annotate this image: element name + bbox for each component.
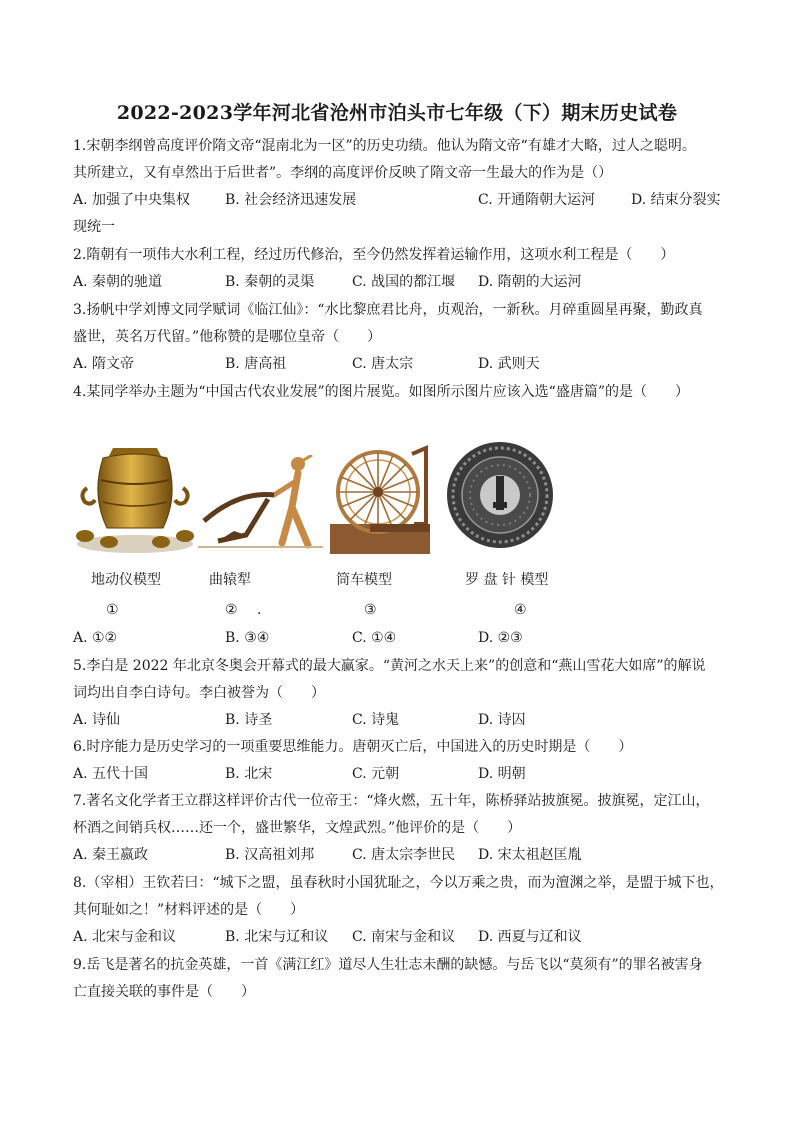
question-text-line: 其所建立，又有卓然出于后世者”。李纲的高度评价反映了隋文帝一生最大的作为是（） bbox=[73, 165, 613, 181]
plough-icon bbox=[198, 455, 328, 555]
question-3-options bbox=[73, 351, 733, 378]
option-d[interactable]: D. 宋太祖赵匡胤 bbox=[478, 847, 582, 863]
question-text-line: 盛世，英名万代留。”他称赞的是哪位皇帝（ ） bbox=[73, 329, 382, 345]
option-b[interactable]: B. ③④ bbox=[225, 630, 270, 646]
option-b[interactable]: B. 秦朝的灵渠 bbox=[225, 274, 315, 290]
option-c[interactable]: C. 唐太宗李世民 bbox=[352, 847, 456, 863]
option-c[interactable]: C. ①④ bbox=[352, 630, 397, 646]
question-text-line: 杯酒之间销兵权……还一个，盛世繁华，文煌武烈。”他评价的是（ ） bbox=[73, 820, 522, 836]
question-3 bbox=[73, 297, 723, 351]
option-a[interactable]: A. 诗仙 bbox=[73, 712, 121, 728]
seismograph-icon bbox=[73, 440, 198, 555]
option-d[interactable]: D. 西夏与辽和议 bbox=[478, 929, 582, 945]
option-d[interactable]: D. 明朝 bbox=[478, 766, 526, 782]
option-a[interactable]: A. 加强了中央集权 bbox=[73, 192, 191, 208]
question-4 bbox=[73, 379, 723, 406]
question-6-options bbox=[73, 761, 733, 788]
figure-number: ③ bbox=[364, 602, 377, 618]
question-text-line: 词均出自李白诗句。李白被誉为（ ） bbox=[73, 685, 325, 701]
waterwheel-icon bbox=[330, 440, 430, 555]
question-text-line: 2.隋朝有一项伟大水利工程，经过历代修治，至今仍然发挥着运输作用，这项水利工程是（ ） bbox=[73, 247, 675, 263]
option-b[interactable]: B. 汉高祖刘邦 bbox=[225, 847, 315, 863]
question-9 bbox=[73, 952, 723, 1006]
figure-caption: 曲辕犁 bbox=[209, 572, 251, 588]
question-text-line: 亡直接关联的事件是（ ） bbox=[73, 984, 255, 1000]
option-c[interactable]: C. 战国的都江堰 bbox=[352, 274, 456, 290]
question-text-line: 5.李白是 2022 年北京冬奥会开幕式的最大赢家。“黄河之水天上来”的创意和“燕山雪花大如席”的解说 bbox=[73, 658, 706, 674]
question-5-options bbox=[73, 707, 733, 734]
option-d-continuation: 现统一 bbox=[73, 219, 115, 235]
question-text-line: 7.著名文化学者王立群这样评价古代一位帝王：“烽火燃，五十年，陈桥驿站披旗冕。披旗冕，定江山， bbox=[73, 793, 710, 809]
option-d[interactable]: D. 隋朝的大运河 bbox=[478, 274, 582, 290]
question-text-line: 9.岳飞是著名的抗金英雄，一首《满江红》道尽人生壮志未酬的缺憾。与岳飞以“莫须有”的罪名被害身 bbox=[73, 957, 703, 973]
question-text-line: 3.扬帆中学刘博文同学赋词《临江仙》：“水比黎庶君比舟，贞观治，一新秋。月碎重圆星再聚，勤政真 bbox=[73, 302, 703, 318]
option-d[interactable]: D. 诗囚 bbox=[478, 712, 526, 728]
compass-icon bbox=[445, 440, 555, 550]
figure-number: ① bbox=[106, 602, 119, 618]
question-8 bbox=[73, 870, 733, 924]
option-a[interactable]: A. 隋文帝 bbox=[73, 356, 135, 372]
question-2 bbox=[73, 242, 723, 269]
figure-caption: 罗 盘 针 模型 bbox=[465, 572, 549, 588]
option-a[interactable]: A. 北宋与金和议 bbox=[73, 929, 177, 945]
question-text-line: 4.某同学举办主题为“中国古代农业发展”的图片展览。如图所示图片应该入选“盛唐篇”的是（ ） bbox=[73, 384, 689, 400]
figure-number: ④ bbox=[514, 602, 527, 618]
option-a[interactable]: A. 秦王嬴政 bbox=[73, 847, 149, 863]
question-7-options bbox=[73, 842, 733, 869]
question-text-line: 其何耻如之！”材料评述的是（ ） bbox=[73, 902, 305, 918]
option-d[interactable]: D. 结束分裂实 bbox=[631, 192, 721, 208]
question-text-line: 8.（宰相）王钦若曰：“城下之盟，虽春秋时小国犹耻之，今以万乘之贵，而为澶渊之举，是盟于城下也， bbox=[73, 875, 724, 891]
option-b[interactable]: B. 北宋与辽和议 bbox=[225, 929, 329, 945]
question-1-options bbox=[73, 187, 733, 214]
question-8-options bbox=[73, 924, 733, 951]
option-b[interactable]: B. 唐高祖 bbox=[225, 356, 287, 372]
option-c[interactable]: C. 南宋与金和议 bbox=[352, 929, 456, 945]
option-d[interactable]: D. 武则天 bbox=[478, 356, 540, 372]
question-5 bbox=[73, 653, 723, 707]
stray-mark: . bbox=[257, 602, 262, 618]
figure-number: ② bbox=[225, 602, 238, 618]
question-1 bbox=[73, 133, 723, 187]
option-b[interactable]: B. 诗圣 bbox=[225, 712, 273, 728]
option-c[interactable]: C. 诗鬼 bbox=[352, 712, 400, 728]
option-b[interactable]: B. 北宋 bbox=[225, 766, 273, 782]
option-a[interactable]: A. ①② bbox=[73, 630, 118, 646]
option-c[interactable]: C. 唐太宗 bbox=[352, 356, 414, 372]
option-a[interactable]: A. 秦朝的驰道 bbox=[73, 274, 163, 290]
figure-caption: 筒车模型 bbox=[336, 572, 392, 588]
option-a[interactable]: A. 五代十国 bbox=[73, 766, 149, 782]
question-text-line: 1.宋朝李纲曾高度评价隋文帝“混南北为一区”的历史功绩。他认为隋文帝“有雄才大略，过人之聪明。 bbox=[73, 138, 696, 154]
question-text-line: 6.时序能力是历史学习的一项重要思维能力。唐朝灭亡后，中国进入的历史时期是（ ） bbox=[73, 739, 633, 755]
option-d[interactable]: D. ②③ bbox=[478, 630, 523, 646]
question-4-options bbox=[73, 625, 733, 652]
option-b[interactable]: B. 社会经济迅速发展 bbox=[225, 192, 357, 208]
option-c[interactable]: C. 开通隋朝大运河 bbox=[478, 192, 596, 208]
figure-caption: 地动仪模型 bbox=[91, 572, 161, 588]
question-2-options bbox=[73, 269, 733, 296]
question-7 bbox=[73, 788, 723, 842]
question-6 bbox=[73, 734, 723, 761]
option-c[interactable]: C. 元朝 bbox=[352, 766, 400, 782]
page-title: 2022-2023学年河北省沧州市泊头市七年级（下）期末历史试卷 bbox=[116, 102, 678, 124]
